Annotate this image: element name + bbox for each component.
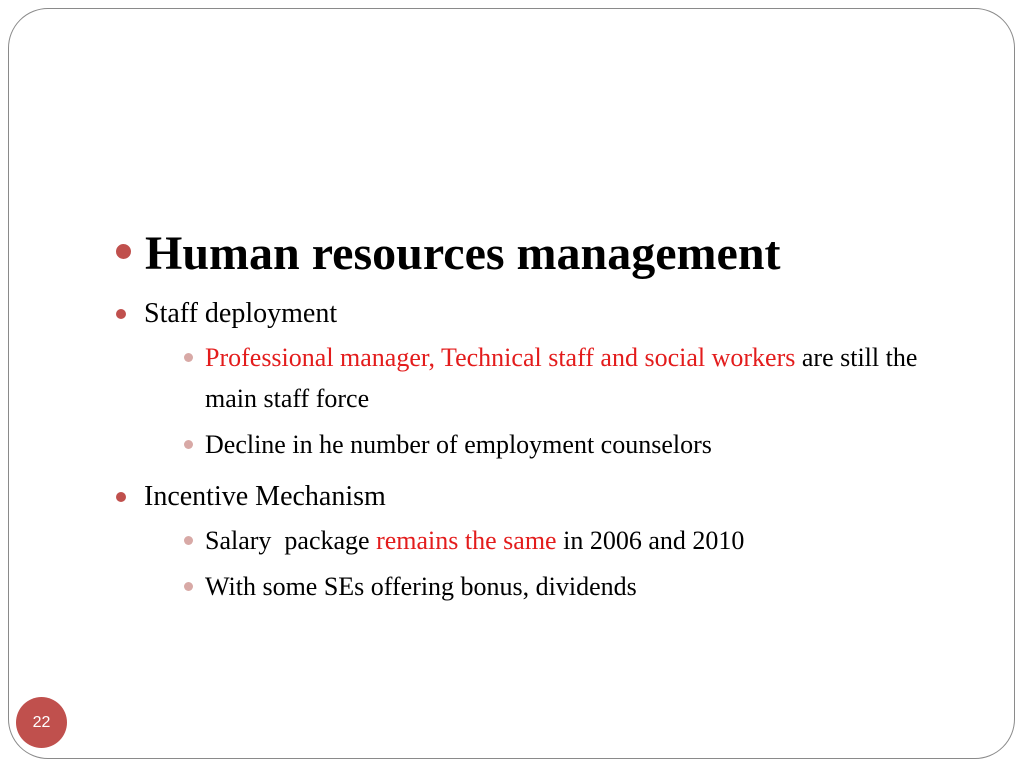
- heading-bullet-item: [114, 224, 954, 284]
- sub-bullet-icon: [184, 353, 193, 362]
- list-item: [114, 520, 954, 561]
- section-incentive-mechanism: [114, 479, 954, 515]
- list-item: [114, 566, 954, 607]
- item-text: Decline in he number of employment counselors: [205, 430, 712, 459]
- highlighted-text: remains the same: [376, 526, 557, 555]
- section-label: Incentive Mechanism: [144, 481, 386, 512]
- section-staff-deployment: [114, 296, 954, 332]
- page-number: 22: [32, 713, 51, 731]
- item-text: in 2006 and 2010: [556, 526, 745, 555]
- list-item: [114, 337, 954, 419]
- sub-bullet-icon: [184, 536, 193, 545]
- list-item: [114, 424, 954, 465]
- item-text: are still the main staff force: [205, 343, 918, 413]
- bullet-icon: [116, 492, 126, 502]
- bullet-icon: [116, 309, 126, 319]
- sub-bullet-icon: [184, 582, 193, 591]
- highlighted-text: Professional manager, Technical staff and social workers: [205, 343, 796, 372]
- slide-content: [114, 224, 954, 607]
- item-text: Salary package: [205, 526, 377, 555]
- bullet-icon: [116, 244, 131, 259]
- section-label: Staff deployment: [144, 298, 338, 329]
- item-text: With some SEs offering bonus, dividends: [205, 572, 637, 601]
- heading-text: Human resources management: [145, 227, 781, 280]
- page-number-badge: [16, 697, 67, 748]
- sub-bullet-icon: [184, 440, 193, 449]
